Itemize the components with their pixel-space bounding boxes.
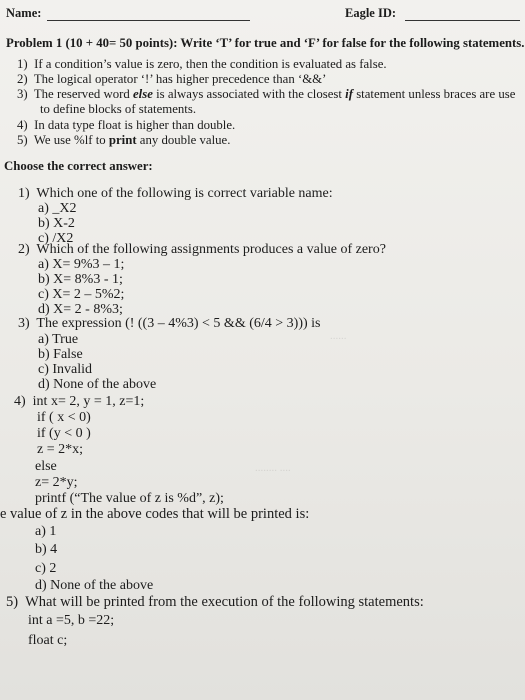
q2-option-b: b) X= 8%3 - 1; xyxy=(38,272,123,287)
tf-item-4: 4) In data type float is higher than double. xyxy=(17,118,236,132)
q1-option-a: a) _X2 xyxy=(38,201,77,216)
q4-prompt: e value of z in the above codes that will be printed is: xyxy=(0,506,310,522)
question-1: 1) Which one of the following is correct variable name: xyxy=(18,186,333,201)
tf-item-1: 1) If a condition’s value is zero, then the condition is evaluated as false. xyxy=(17,57,387,71)
tf-item-5: 5) We use %lf to print any double value. xyxy=(17,133,231,147)
q5-code-line: int a =5, b =22; xyxy=(28,613,115,628)
tf-item-3-cont: to define blocks of statements. xyxy=(40,102,197,116)
q3-option-a: a) True xyxy=(38,332,79,347)
question-5: 5) What will be printed from the execution of the following statements: xyxy=(6,594,424,610)
q3-option-d: d) None of the above xyxy=(38,377,157,392)
q5-code-line: float c; xyxy=(28,633,68,648)
q1-option-b: b) X-2 xyxy=(38,216,75,231)
tf-item-3: 3) The reserved word else is always associated with the closest if statement unless braces are use xyxy=(17,87,516,101)
q2-option-a: a) X= 9%3 – 1; xyxy=(38,257,125,272)
q2-option-d: d) X= 2 - 8%3; xyxy=(38,302,123,317)
tf-item-2: 2) The logical operator ‘!’ has higher precedence than ‘&&’ xyxy=(17,72,327,86)
q3-option-c: c) Invalid xyxy=(38,362,93,377)
question-4: 4) int x= 2, y = 1, z=1; xyxy=(14,394,145,409)
q4-code-line: z = 2*x; xyxy=(37,442,83,457)
eagle-id-blank-line[interactable] xyxy=(405,20,520,21)
question-3: 3) The expression (! ((3 – 4%3) < 5 && (6/4 > 3))) is xyxy=(18,316,321,331)
name-label: Name: xyxy=(6,6,42,20)
q4-code-line: printf (“The value of z is %d”, z); xyxy=(35,491,224,506)
question-2: 2) Which of the following assignments produces a value of zero? xyxy=(18,242,386,257)
q2-option-c: c) X= 2 – 5%2; xyxy=(38,287,125,302)
q4-option-a: a) 1 xyxy=(35,524,57,539)
q3-option-b: b) False xyxy=(38,347,83,362)
q4-code-line: if (y < 0 ) xyxy=(37,426,91,441)
show-through-text: ...... xyxy=(330,330,347,342)
q4-option-d: d) None of the above xyxy=(35,578,154,593)
problem-1-title: Problem 1 (10 + 40= 50 points): Write ‘T’ for true and ‘F’ for false for the following statements. xyxy=(6,36,525,50)
q4-option-c: c) 2 xyxy=(35,561,57,576)
q4-code-line: else xyxy=(35,459,57,474)
q4-code-line: z= 2*y; xyxy=(35,475,78,490)
q4-option-b: b) 4 xyxy=(35,542,58,557)
choose-correct-title: Choose the correct answer: xyxy=(4,159,153,173)
eagle-id-label: Eagle ID: xyxy=(345,6,397,20)
show-through-text: ........ .... xyxy=(255,462,291,474)
name-blank-line[interactable] xyxy=(47,20,250,21)
q1-option-c: c) /X2 xyxy=(38,231,74,246)
q4-code-line: if ( x < 0) xyxy=(37,410,91,425)
